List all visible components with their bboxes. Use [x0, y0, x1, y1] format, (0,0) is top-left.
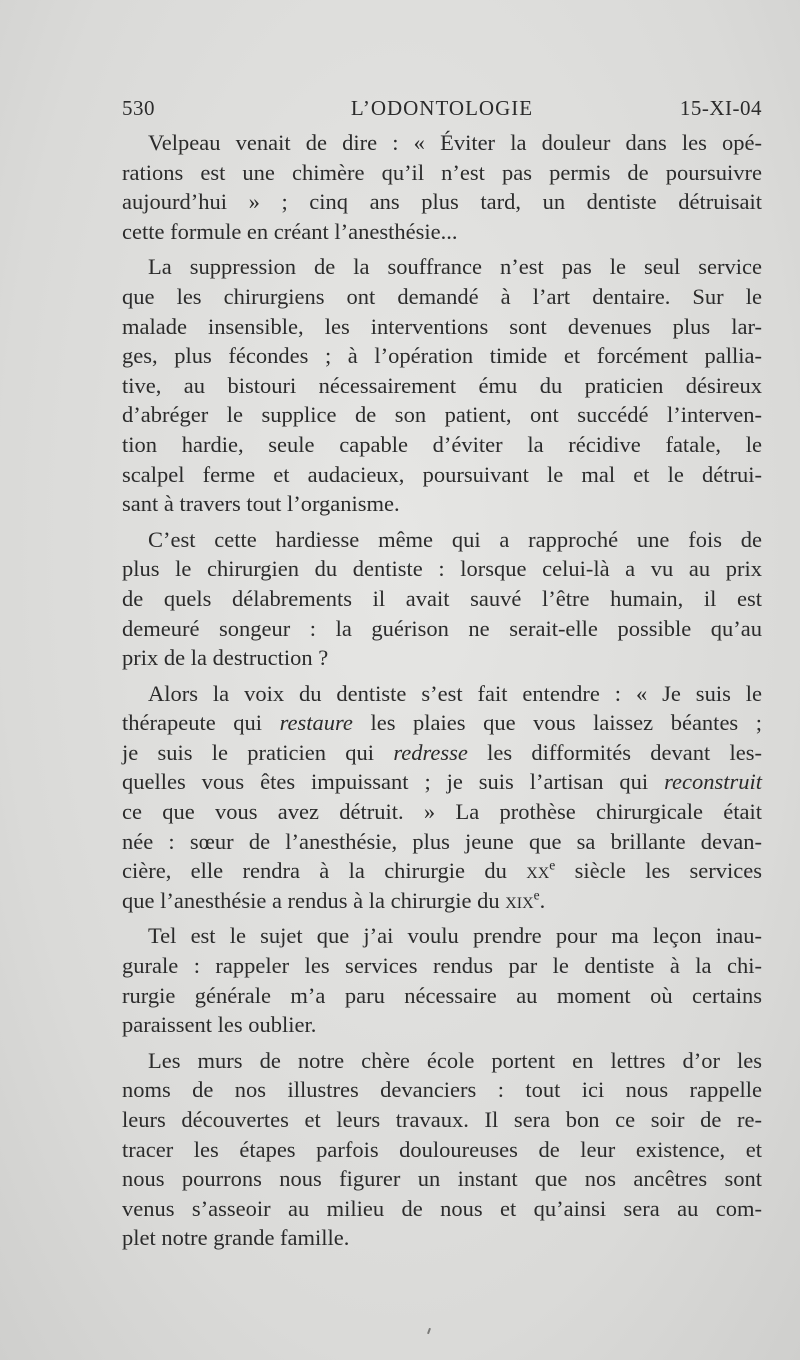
- paragraph: [122, 921, 762, 1039]
- roman-numeral: xx: [526, 858, 550, 884]
- text-line: [122, 738, 762, 768]
- text-line: plus le chirurgien du dentiste : lorsque celui-là a vu au prix: [122, 556, 762, 582]
- text-line: tion hardie, seule capable d’éviter la récidive fatale, le: [122, 431, 762, 457]
- paragraph: [122, 128, 762, 246]
- text-line: rations est une chimère qu’il n’est pas permis de poursuivre: [122, 159, 762, 185]
- paragraph: [122, 1046, 762, 1253]
- text-fragment: quelles vous êtes impuissant ; je suis l’artisan qui: [122, 769, 665, 795]
- text-line: paraissent les oublier.: [122, 1012, 317, 1038]
- text-line: prix de la destruction ?: [122, 645, 329, 671]
- text-line: [122, 886, 762, 916]
- text-line: que les chirurgiens ont demandé à l’art dentaire. Sur le: [122, 283, 762, 309]
- text-line: gurale : rappeler les services rendus par le dentiste à la chi-: [122, 953, 762, 979]
- text-line: venus s’asseoir au milieu de nous et qu’ainsi sera au com-: [122, 1195, 762, 1221]
- text-line: aujourd’hui » ; cinq ans plus tard, un dentiste détruisait: [122, 189, 762, 215]
- italic-word: redresse: [393, 739, 468, 765]
- text-line: scalpel ferme et audacieux, poursuivant le mal et le détrui-: [122, 461, 762, 487]
- text-line: Velpeau venait de dire : « Éviter la douleur dans les opé-: [148, 130, 762, 155]
- text-line: [122, 679, 762, 709]
- paragraph: [122, 525, 762, 673]
- text-fragment: siècle les services: [555, 858, 762, 884]
- superscript: e: [533, 887, 540, 903]
- text-line: [122, 856, 762, 886]
- italic-word: restaure: [279, 710, 353, 736]
- italic-word: reconstruit: [664, 769, 762, 795]
- text-line: Les murs de notre chère école portent en lettres d’or les: [148, 1047, 762, 1073]
- ink-speck: [427, 1328, 431, 1334]
- text-line: d’abréger le supplice de son patient, ont succédé l’interven-: [122, 402, 762, 428]
- text-line: demeuré songeur : la guérison ne serait-elle possible qu’au: [122, 615, 762, 641]
- text-fragment: les difformités devant les-: [467, 739, 762, 765]
- text-line: de quels délabrements il avait sauvé l’être humain, il est: [122, 585, 762, 611]
- paragraph: [122, 252, 762, 518]
- body-text: [122, 128, 762, 1259]
- text-line: noms de nos illustres devanciers : tout ici nous rappelle: [122, 1077, 762, 1103]
- text-line: Tel est le sujet que j’ai voulu prendre pour ma leçon inau-: [148, 923, 762, 949]
- text-line: plet notre grande famille.: [122, 1225, 350, 1251]
- text-line: La suppression de la souffrance n’est pas le seul service: [148, 254, 762, 280]
- text-fragment: que l’anesthésie a rendus à la chirurgie du: [122, 887, 506, 913]
- text-line: tive, au bistouri nécessairement ému du praticien désireux: [122, 372, 762, 398]
- text-fragment: .: [539, 887, 546, 913]
- roman-numeral: xix: [505, 887, 534, 913]
- text-line: ges, plus fécondes ; à l’opération timide et forcément pallia-: [122, 343, 762, 369]
- text-line: [122, 767, 762, 797]
- text-fragment: je suis le praticien qui: [122, 739, 394, 765]
- text-fragment: Alors la voix du dentiste s’est fait entendre : « Je suis le: [148, 680, 762, 706]
- text-line: cette formule en créant l’anesthésie...: [122, 218, 458, 244]
- page-number: 530: [122, 96, 155, 120]
- text-line: C’est cette hardiesse même qui a rapproché une fois de: [148, 526, 762, 552]
- text-fragment: ce que vous avez détruit. » La prothèse chirurgicale était: [122, 799, 762, 825]
- text-line: malade insensible, les interventions sont devenues plus lar-: [122, 313, 762, 339]
- text-fragment: cière, elle rendra à la chirurgie du: [122, 858, 527, 884]
- text-fragment: thérapeute qui: [122, 710, 280, 736]
- text-line: rurgie générale m’a paru nécessaire au moment où certains: [122, 982, 762, 1008]
- text-line: sant à travers tout l’organisme.: [122, 491, 400, 517]
- text-line: [122, 797, 762, 827]
- superscript: e: [549, 857, 556, 873]
- issue-date: 15-XI-04: [679, 96, 762, 120]
- text-fragment: les plaies que vous laissez béantes ;: [352, 710, 762, 736]
- text-line: [122, 827, 762, 857]
- text-fragment: née : sœur de l’anesthésie, plus jeune que sa brillante devan-: [122, 828, 762, 854]
- paragraph: [122, 679, 762, 916]
- running-head: [122, 96, 762, 126]
- text-line: nous pourrons nous figurer un instant que nos ancêtres sont: [122, 1166, 762, 1192]
- journal-title: L’ODONTOLOGIE: [350, 96, 534, 120]
- text-line: [122, 708, 762, 738]
- text-line: leurs découvertes et leurs travaux. Il sera bon ce soir de re-: [122, 1107, 762, 1132]
- text-line: tracer les étapes parfois douloureuses de leur existence, et: [122, 1136, 762, 1162]
